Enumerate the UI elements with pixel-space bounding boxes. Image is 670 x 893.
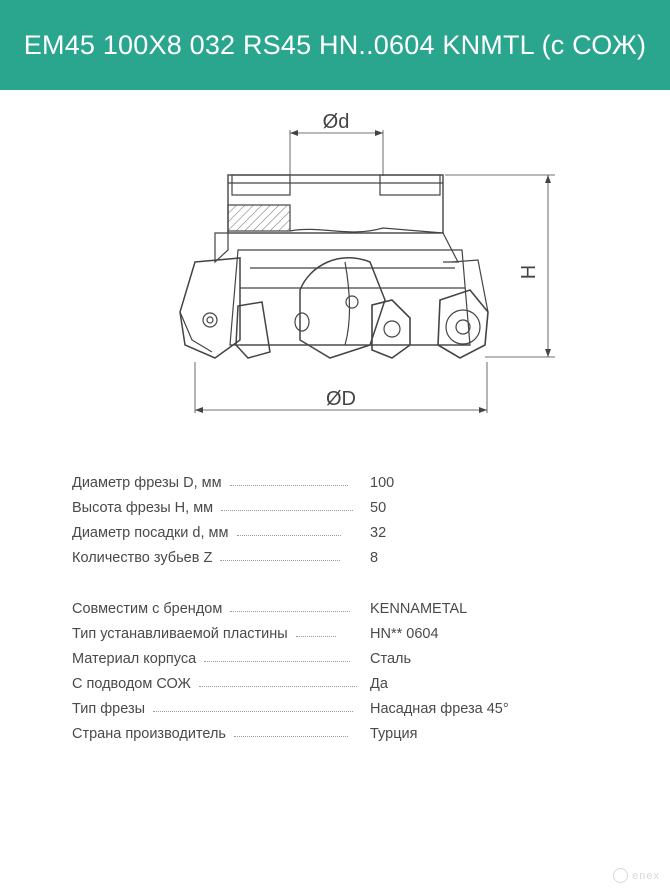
spec-value: 32 (370, 525, 387, 541)
spec-label: С подводом СОЖ (72, 676, 191, 692)
spec-row (72, 592, 592, 617)
title-banner (0, 0, 670, 90)
spec-value: Насадная фреза 45° (370, 701, 509, 717)
enex-logo (613, 868, 660, 883)
logo-circle-icon (613, 868, 628, 883)
spec-value: HN** 0604 (370, 626, 439, 642)
dim-H-label: H (518, 264, 540, 280)
spec-row (72, 516, 592, 541)
spec-label: Высота фрезы H, мм (72, 500, 214, 516)
spec-value: Да (370, 676, 388, 692)
spec-label: Материал корпуса (72, 651, 197, 667)
spec-value: KENNAMETAL (370, 601, 468, 617)
spec-label: Количество зубьев Z (72, 550, 213, 566)
spec-label: Совместим с брендом (72, 601, 223, 617)
spec-row (72, 466, 592, 491)
spec-row (72, 617, 592, 642)
spec-value: Сталь (370, 651, 412, 667)
spec-table (72, 466, 592, 768)
dim-d-label: Ød (322, 111, 350, 133)
spec-row (72, 642, 592, 667)
tool-drawing (0, 90, 670, 440)
spec-group-dimensions (72, 466, 592, 566)
spec-row (72, 667, 592, 692)
spec-group-properties (72, 592, 592, 742)
spec-label: Диаметр фрезы D, мм (72, 475, 222, 491)
spec-value: Турция (370, 726, 418, 742)
logo-text: enex (632, 869, 660, 882)
spec-value: 8 (370, 550, 379, 566)
spec-label: Тип фрезы (72, 701, 146, 717)
spec-row (72, 541, 592, 566)
spec-row (72, 717, 592, 742)
page-title: EM45 100X8 032 RS45 HN..0604 KNMTL (с СОЖ) (23, 30, 647, 60)
spec-value: 100 (370, 475, 395, 491)
spec-value: 50 (370, 500, 387, 516)
spec-label: Тип устанавливаемой пластины (72, 626, 288, 642)
spec-label: Диаметр посадки d, мм (72, 525, 229, 541)
spec-label: Страна производитель (72, 726, 226, 742)
spec-row (72, 692, 592, 717)
spec-row (72, 491, 592, 516)
dim-D-label: ØD (326, 388, 356, 410)
